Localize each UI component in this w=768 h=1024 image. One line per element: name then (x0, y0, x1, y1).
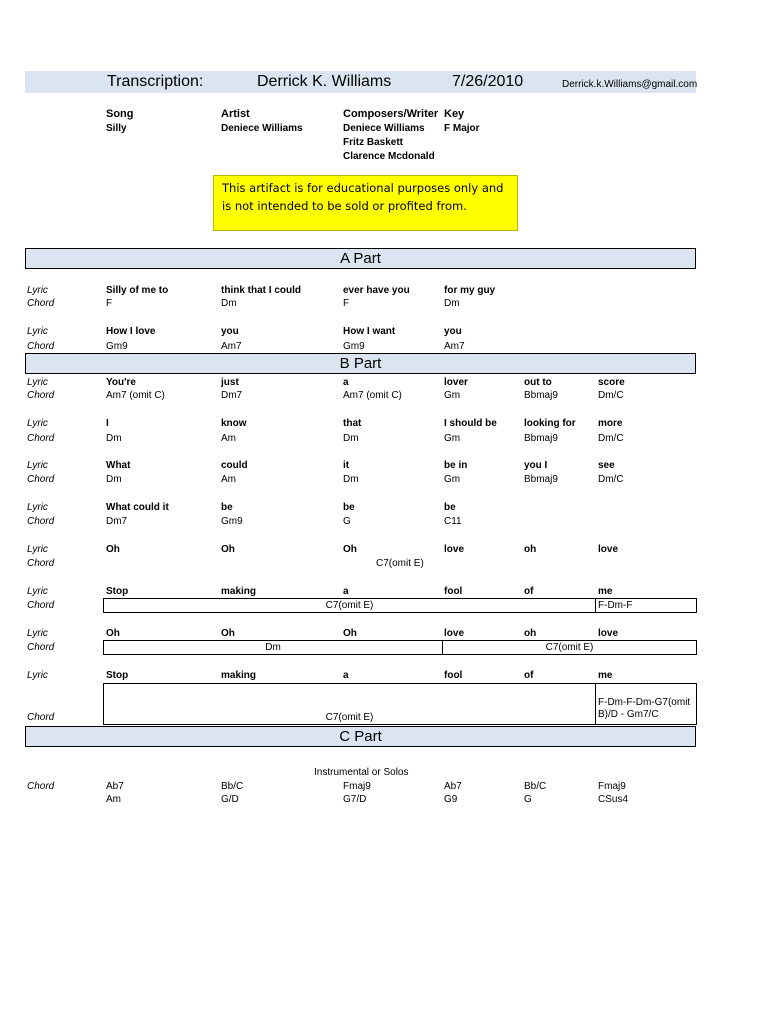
chord-cell: C7(omit E) (325, 712, 374, 723)
lyric-cell: Stop (106, 586, 129, 597)
composer-3: Clarence Mcdonald (343, 151, 435, 162)
lyric-cell: for my guy (444, 285, 496, 296)
chord-cell: G (524, 794, 532, 805)
lyric-cell: more (598, 418, 623, 429)
chord-cell: Bbmaj9 (524, 390, 558, 401)
chord-cell: G/D (221, 794, 239, 805)
chord-cell: F-Dm-F (598, 600, 633, 611)
chord-cell: C11 (444, 516, 462, 527)
lyric-cell: a (343, 586, 349, 597)
chord-cell: Dm (343, 433, 359, 444)
lyric-cell: be (444, 502, 456, 513)
chord-cell: Ab7 (106, 781, 124, 792)
chord-cell: Gm9 (106, 341, 128, 352)
lyric-cell: you (221, 326, 239, 337)
chord-cell: Fmaj9 (598, 781, 626, 792)
lyric-cell: oh (524, 544, 537, 555)
transcription-date: 7/26/2010 (452, 73, 524, 90)
artist-label: Artist (221, 108, 250, 120)
chord-cell: G (343, 516, 351, 527)
composer-2: Fritz Baskett (343, 137, 404, 148)
lyric-cell: Silly of me to (106, 285, 169, 296)
chord-label: Chord (27, 642, 55, 653)
lyric-cell: I should be (444, 418, 497, 429)
lyric-cell: of (524, 670, 534, 681)
c-part-header: C Part (25, 726, 696, 747)
chord-cell: Dm7 (106, 516, 128, 527)
chord-cell: CSus4 (598, 794, 629, 805)
lyric-cell: you (444, 326, 462, 337)
lyric-cell: Oh (343, 544, 357, 555)
lyric-label: Lyric (27, 670, 48, 681)
lyric-cell: just (221, 377, 239, 388)
chord-cell: Gm (444, 474, 461, 485)
song-value: Silly (106, 123, 127, 134)
lyric-cell: be (221, 502, 233, 513)
lyric-cell: You're (106, 377, 136, 388)
chord-label: Chord (27, 781, 55, 792)
chord-cell: Gm9 (221, 516, 243, 527)
composers-label: Composers/Writer (343, 108, 439, 120)
chord-cell: Dm (265, 642, 281, 653)
chord-cell: Am (221, 474, 236, 485)
chord-cell: Dm7 (221, 390, 243, 401)
chord-cell: Am7 (444, 341, 465, 352)
lyric-label: Lyric (27, 460, 48, 471)
chord-cell: Am (106, 794, 121, 805)
chord-label: Chord (27, 516, 55, 527)
chord-cell: Gm (444, 433, 461, 444)
lyric-cell: How I want (343, 326, 396, 337)
chord-cell: Bb/C (524, 781, 547, 792)
lyric-cell: making (221, 670, 257, 681)
chord-cell: Dm (106, 433, 122, 444)
chord-cell: Ab7 (444, 781, 462, 792)
lyric-cell: fool (444, 586, 463, 597)
chord-label: Chord (27, 341, 55, 352)
chord-cell: Am7 (omit C) (343, 390, 402, 401)
chord-cell: Dm (343, 474, 359, 485)
chord-cell: Bb/C (221, 781, 244, 792)
lyric-cell: Oh (106, 628, 120, 639)
key-value: F Major (444, 123, 480, 134)
a-part-header: A Part (25, 248, 696, 269)
chord-cell: Dm (221, 298, 237, 309)
transcriber-name: Derrick K. Williams (257, 73, 392, 90)
educational-notice: This artifact is for educational purposes only and is not intended to be sold or profited from. (213, 175, 518, 231)
chord-label: Chord (27, 298, 55, 309)
lyric-cell: it (343, 460, 350, 471)
b-part-header: B Part (25, 353, 696, 374)
instrumental-note: Instrumental or Solos (314, 767, 409, 778)
chord-cell: Bbmaj9 (524, 474, 558, 485)
lyric-cell: love (598, 628, 619, 639)
chord-cell: Dm/C (598, 433, 624, 444)
chord-label: Chord (27, 558, 55, 569)
chord-cell: Dm/C (598, 390, 624, 401)
key-label: Key (444, 108, 465, 120)
lyric-cell: score (598, 377, 625, 388)
lyric-cell: see (598, 460, 615, 471)
lyric-label: Lyric (27, 544, 48, 555)
lyric-label: Lyric (27, 628, 48, 639)
lyric-cell: out to (524, 377, 552, 388)
chord-cell: Dm (106, 474, 122, 485)
chord-cell: C7(omit E) (376, 558, 424, 569)
chord-cell: Fmaj9 (343, 781, 371, 792)
chord-label: Chord (27, 433, 55, 444)
song-label: Song (106, 108, 134, 120)
chord-cell: Dm/C (598, 474, 624, 485)
lyric-cell: Oh (221, 544, 235, 555)
lyric-cell: could (221, 460, 248, 471)
chord-cell: Am (221, 433, 236, 444)
lyric-cell: lover (444, 377, 468, 388)
chord-cell: Gm9 (343, 341, 365, 352)
lyric-label: Lyric (27, 377, 48, 388)
lyric-label: Lyric (27, 285, 48, 296)
lyric-cell: What (106, 460, 131, 471)
chord-cell: Am7 (omit C) (106, 390, 165, 401)
lyric-cell: love (444, 628, 465, 639)
lyric-cell: Oh (106, 544, 120, 555)
chord-cell: Gm (444, 390, 461, 401)
chord-cell: F (106, 298, 113, 309)
chord-label: Chord (27, 474, 55, 485)
lyric-cell: a (343, 670, 349, 681)
lyric-label: Lyric (27, 418, 48, 429)
chord-cell: F-Dm-F-Dm-G7(omit B)/D - Gm7/C (598, 697, 691, 720)
lyric-cell: I (106, 418, 109, 429)
chord-cell: G7/D (343, 794, 367, 805)
lyric-cell: a (343, 377, 349, 388)
lyric-cell: you I (524, 460, 548, 471)
transcription-label: Transcription: (107, 73, 204, 90)
lyric-cell: love (598, 544, 619, 555)
chord-cell: C7(omit E) (325, 600, 374, 611)
lyric-cell: think that I could (221, 285, 301, 296)
lyric-cell: Oh (343, 628, 357, 639)
chord-cell: C7(omit E) (545, 642, 594, 653)
lyric-label: Lyric (27, 586, 48, 597)
artist-value: Deniece Williams (221, 123, 303, 134)
chord-cell: Am7 (221, 341, 242, 352)
chord-label: Chord (27, 390, 55, 401)
chord-cell: Bbmaj9 (524, 433, 558, 444)
lyric-cell: be (343, 502, 355, 513)
lyric-cell: ever have you (343, 285, 410, 296)
chord-cell: F (343, 298, 350, 309)
chord-label: Chord (27, 712, 55, 723)
chord-label: Chord (27, 600, 55, 611)
chord-cell: Dm (444, 298, 460, 309)
lyric-cell: be in (444, 460, 468, 471)
lyric-cell: What could it (106, 502, 169, 513)
lyric-cell: know (221, 418, 247, 429)
lyric-cell: that (343, 418, 362, 429)
lyric-cell: me (598, 586, 613, 597)
lyric-label: Lyric (27, 502, 48, 513)
composer-1: Deniece Williams (343, 123, 425, 134)
lyric-label: Lyric (27, 326, 48, 337)
lyric-cell: oh (524, 628, 537, 639)
lyric-cell: making (221, 586, 257, 597)
lyric-cell: fool (444, 670, 463, 681)
lyric-cell: Stop (106, 670, 129, 681)
chord-cell: G9 (444, 794, 458, 805)
lyric-cell: of (524, 586, 534, 597)
lyric-cell: How I love (106, 326, 156, 337)
lyric-cell: looking for (524, 418, 576, 429)
lyric-cell: Oh (221, 628, 235, 639)
transcriber-email[interactable]: Derrick.k.Williams@gmail.com (562, 79, 698, 90)
lyric-cell: love (444, 544, 465, 555)
lyric-cell: me (598, 670, 613, 681)
